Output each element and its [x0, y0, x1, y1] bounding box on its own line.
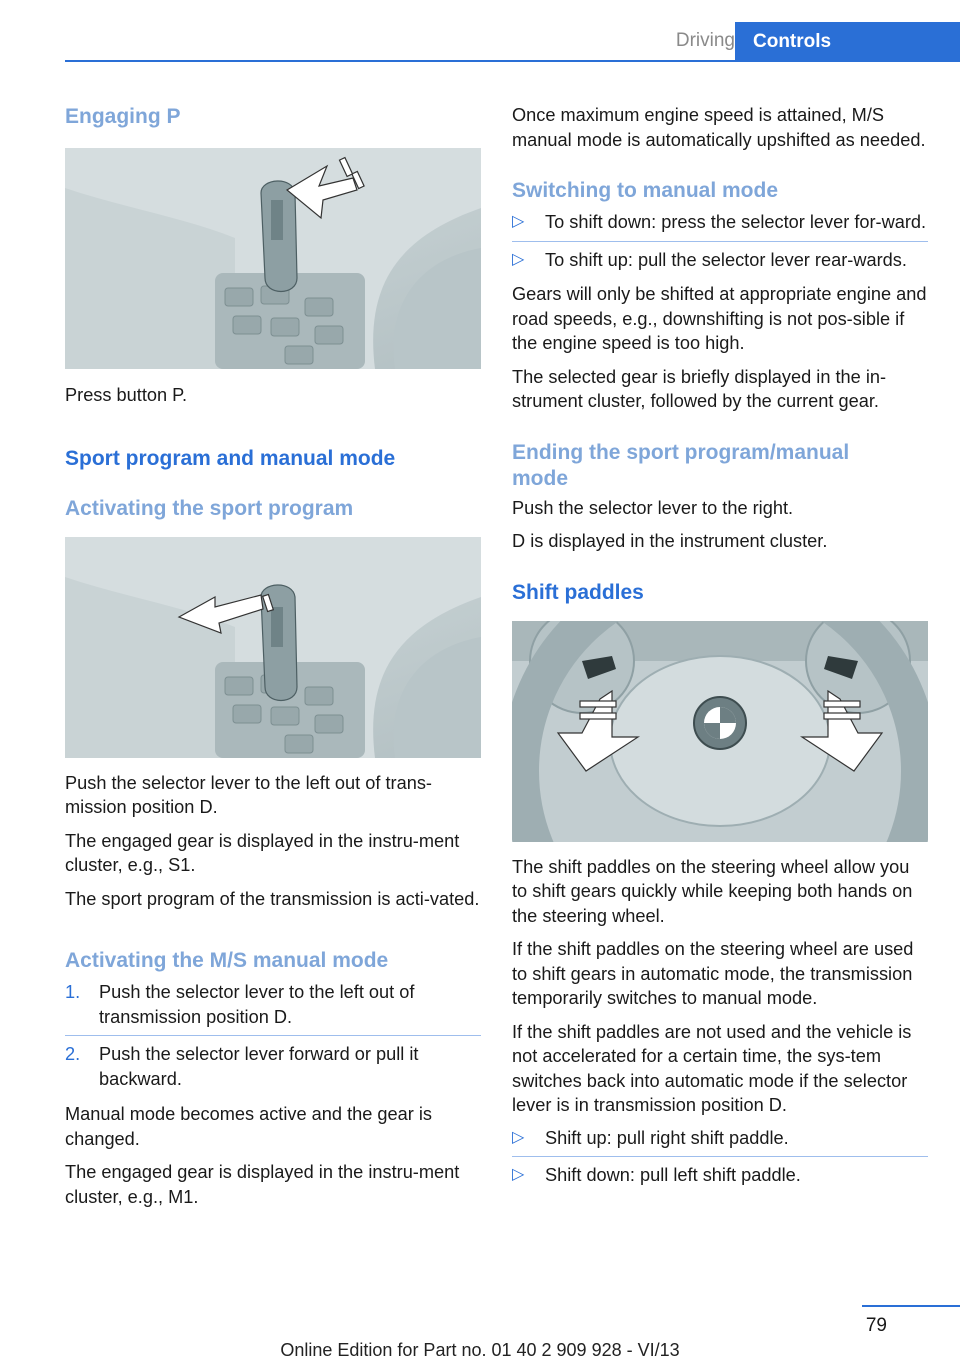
switch-p1: Gears will only be shifted at appropriate engine and road speeds, e.g., downshifting is not pos‐sible if the engine speed is too high. [512, 284, 927, 353]
list-item-text: Shift down: pull left shift paddle. [545, 1165, 801, 1185]
list-item [65, 980, 481, 1029]
heading-activating-sport: Activating the sport program [65, 496, 354, 520]
step-number: 2. [65, 1044, 81, 1064]
figure-selector-lever-p [65, 148, 481, 369]
list-item [512, 248, 928, 273]
paddles-list [512, 1126, 928, 1188]
heading-shift-paddles: Shift paddles [512, 580, 644, 604]
heading-ending-sport: Ending the sport program/manual mode [512, 440, 850, 490]
paddles-p3: If the shift paddles are not used and the vehicle is not accelerated for a certain time, the sys‐tem switches back into automatic mode if the selector lever is in transmission position D. [512, 1021, 912, 1115]
list-item-text: Shift up: pull right shift paddle. [545, 1127, 789, 1148]
list-item [512, 210, 928, 235]
step-number: 1. [65, 982, 81, 1002]
ending-p1: Push the selector lever to the right. [512, 497, 794, 518]
intro-text: Once maximum engine speed is attained, M/S manual mode is automatically upshifted as needed. [512, 105, 926, 150]
list-item [512, 1126, 928, 1151]
engaging-p-text: Press button P. [65, 385, 188, 405]
footer-rule [862, 1305, 960, 1307]
paddles-p2: If the shift paddles on the steering wheel are used to shift gears in automatic mode, the transmission temporarily switches to manual mode. [512, 939, 914, 1008]
list-divider [512, 1156, 928, 1157]
list-item-text: To shift up: pull the selector lever rear‐wards. [545, 249, 907, 270]
figure-shift-paddles [512, 621, 928, 842]
heading-sport-program-manual: Sport program and manual mode [65, 446, 396, 470]
step-text: Push the selector lever to the left out of transmission position D. [99, 982, 415, 1027]
list-divider [65, 1035, 481, 1036]
sport-p1: Push the selector lever to the left out of trans‐mission position D. [65, 772, 432, 817]
ms-p1: Manual mode becomes active and the gear is changed. [65, 1104, 432, 1149]
heading-activating-ms: Activating the M/S manual mode [65, 949, 389, 972]
switch-list [512, 210, 928, 272]
ms-p2: The engaged gear is displayed in the instru‐ment cluster, e.g., M1. [65, 1162, 460, 1207]
right-column [512, 103, 928, 1188]
sport-p3: The sport program of the transmission is acti‐vated. [65, 888, 480, 909]
step-text: Push the selector lever forward or pull it backward. [99, 1044, 419, 1089]
paddles-p1: The shift paddles on the steering wheel allow you to shift gears quickly while keeping both hands on the steering wheel. [512, 856, 913, 926]
list-item-text: To shift down: press the selector lever for‐ward. [545, 212, 927, 232]
heading-switching-manual: Switching to manual mode [512, 179, 779, 202]
triangle-right-icon: ▷ [512, 213, 525, 230]
triangle-right-icon: ▷ [512, 250, 525, 268]
heading-engaging-p: Engaging P [65, 105, 181, 128]
header-chapter-tab: Controls [735, 22, 960, 62]
switch-p2: The selected gear is briefly displayed in the in‐strument cluster, followed by the current gear. [512, 366, 887, 411]
triangle-right-icon: ▷ [512, 1128, 525, 1146]
footer-edition: Online Edition for Part no. 01 40 2 909 928 - VI/13 [280, 1340, 680, 1360]
figure-selector-lever-sport [65, 537, 481, 758]
ending-p2: D is displayed in the instrument cluster. [512, 531, 828, 551]
header-section-label: Driving [675, 30, 735, 51]
ms-steps-list [65, 980, 481, 1091]
list-item [512, 1163, 928, 1188]
left-column [65, 100, 481, 1209]
list-divider [512, 241, 928, 242]
page-number: 79 [865, 1315, 887, 1336]
triangle-right-icon: ▷ [512, 1166, 525, 1183]
sport-p2: The engaged gear is displayed in the instru‐ment cluster, e.g., S1. [65, 830, 460, 875]
list-item [65, 1042, 481, 1091]
